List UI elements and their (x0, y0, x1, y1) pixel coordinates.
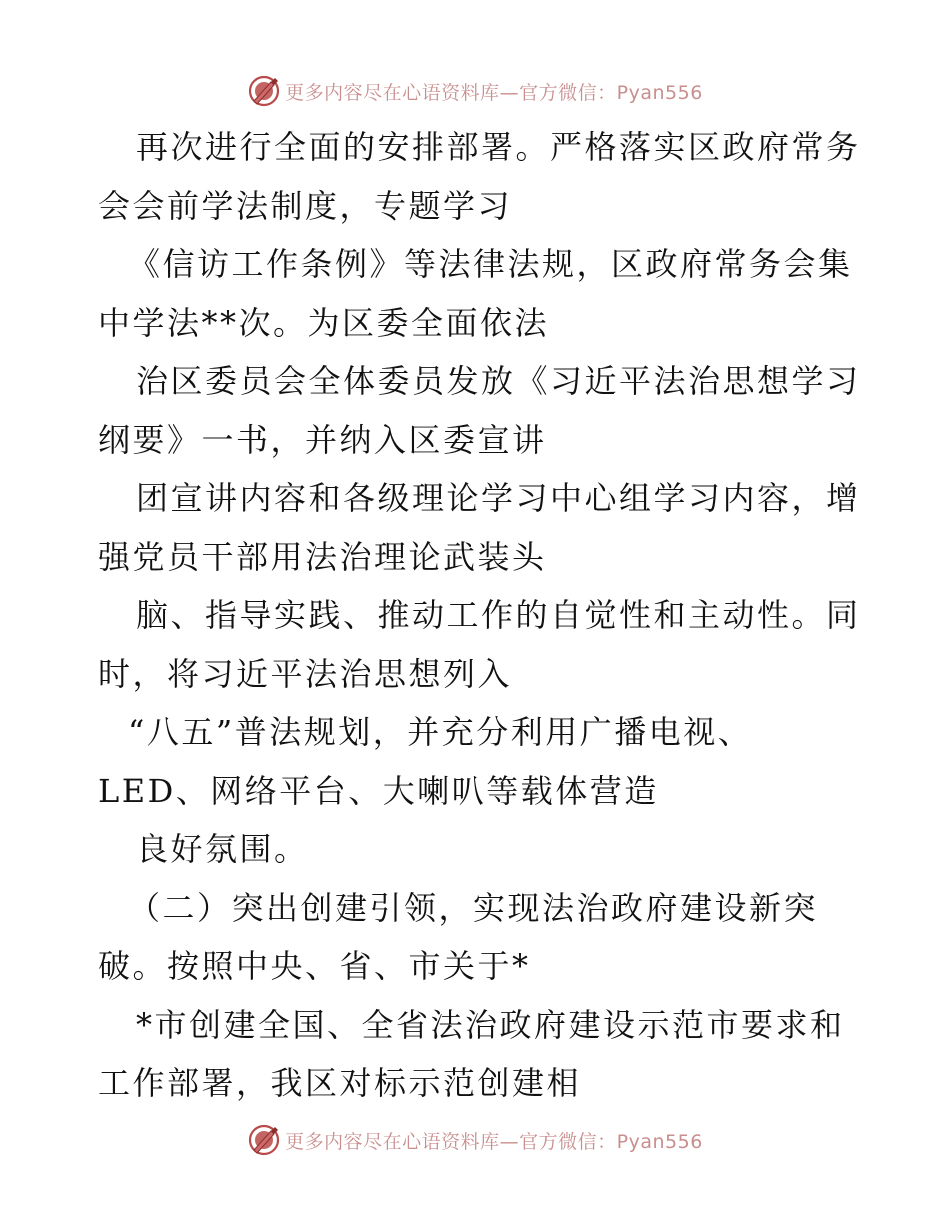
body-line: LED、网络平台、大喇叭等载体营造 (98, 771, 659, 810)
body-line: 治区委员会全体委员发放《习近平法治思想学习 (136, 362, 861, 400)
body-line: 工作部署，我区对标示范创建相 (98, 1064, 582, 1102)
header-banner-text: 更多内容尽在心语资料库—官方微信：Pyan556 (285, 81, 703, 104)
footer-banner-text: 更多内容尽在心语资料库—官方微信：Pyan556 (285, 1130, 703, 1153)
body-line: 会会前学法制度，专题学习 (98, 186, 513, 225)
body-line: 《信访工作条例》等法律法规，区政府常务会集 (128, 245, 853, 283)
body-line: 破。按照中央、省、市关于* (98, 947, 531, 985)
body-line: 强党员干部用法治理论武装头 (98, 537, 547, 576)
body-line: 纲要》一书，并纳入区委宣讲 (98, 420, 547, 459)
footer-watermark-banner (0, 1120, 950, 1160)
body-line: “八五”普法规划，并充分利用广播电视、 (128, 713, 753, 751)
body-line: 时，将习近平法治思想列入 (98, 654, 513, 693)
body-line: 脑、指导实践、推动工作的自觉性和主动性。同 (136, 596, 861, 634)
header-watermark-banner (0, 71, 950, 111)
body-line: *市创建全国、全省法治政府建设示范市要求和 (136, 1005, 845, 1044)
document-body (98, 118, 861, 1113)
body-line: 团宣讲内容和各级理论学习中心组学习内容，增 (136, 479, 861, 517)
body-line: 中学法**次。为区委全面依法 (98, 303, 550, 342)
body-line: 良好氛围。 (136, 830, 309, 868)
section-heading-line: （二）突出创建引领，实现法治政府建设新突 (128, 888, 819, 927)
pen-seal-logo-icon (247, 1123, 281, 1157)
body-line: 再次进行全面的安排部署。严格落实区政府常务 (136, 128, 861, 166)
pen-seal-logo-icon (247, 74, 281, 108)
